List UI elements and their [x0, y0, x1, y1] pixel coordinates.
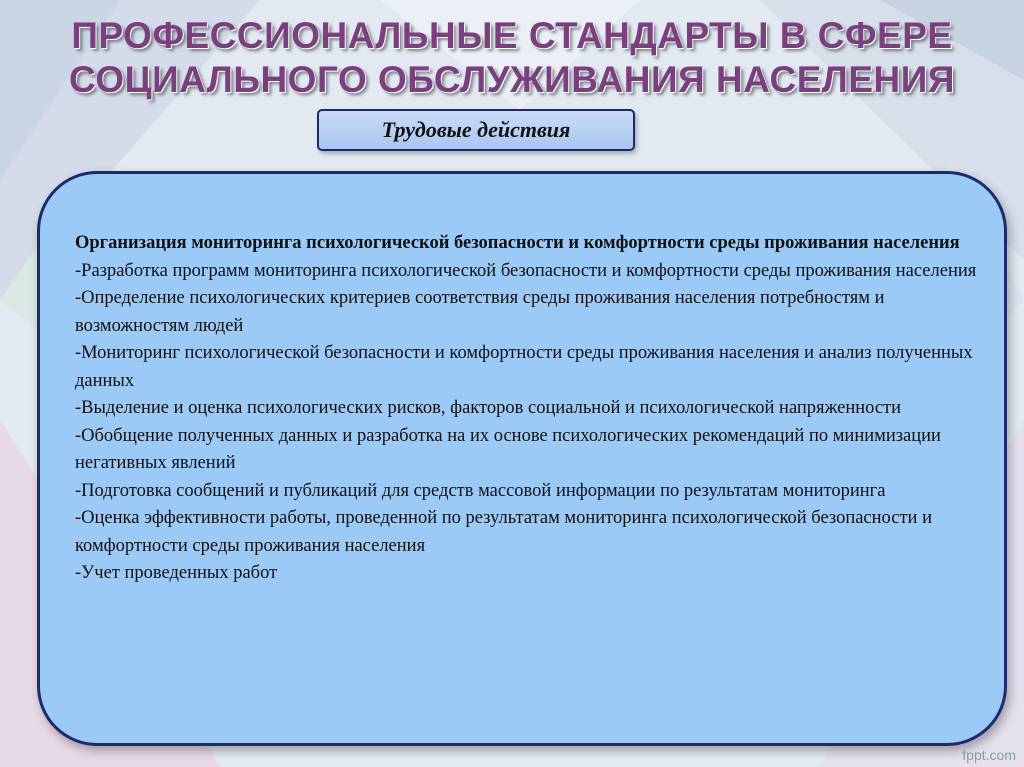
page-title-line-1: ПРОФЕССИОНАЛЬНЫЕ СТАНДАРТЫ В СФЕРЕ — [71, 15, 953, 56]
list-item: -Обобщение полученных данных и разработка на их основе психологических рекомендаций по минимизации негативных явлений — [75, 425, 941, 473]
list-item: -Подготовка сообщений и публикаций для средств массовой информации по результатам мониторинга — [75, 480, 886, 501]
list-item: -Оценка эффективности работы, проведенной по результатам мониторинга психологической безопасности и комфортности среды проживания населения — [75, 508, 932, 556]
list-item: -Выделение и оценка психологических рисков, факторов социальной и психологической напряженности — [75, 398, 902, 418]
list-item: -Разработка программ мониторинга психологической безопасности и комфортности среды проживания населения — [75, 260, 977, 281]
watermark: fppt.com — [962, 747, 1016, 763]
page-title — [0, 14, 1024, 102]
list-item: -Мониторинг психологической безопасности и комфортности среды проживания населения и анализ полученных данных — [75, 343, 973, 391]
content-heading: Организация мониторинга психологической безопасности и комфортности среды проживания населения — [75, 233, 960, 253]
page-title-line-2: СОЦИАЛЬНОГО ОБСЛУЖИВАНИЯ НАСЕЛЕНИЯ — [69, 59, 955, 100]
list-item: -Определение психологических критериев соответствия среды проживания населения потребностям и возможностям людей — [75, 288, 885, 336]
section-label: Трудовые действия — [317, 109, 635, 151]
content-text — [75, 230, 985, 588]
list-item: -Учет проведенных работ — [75, 563, 278, 583]
